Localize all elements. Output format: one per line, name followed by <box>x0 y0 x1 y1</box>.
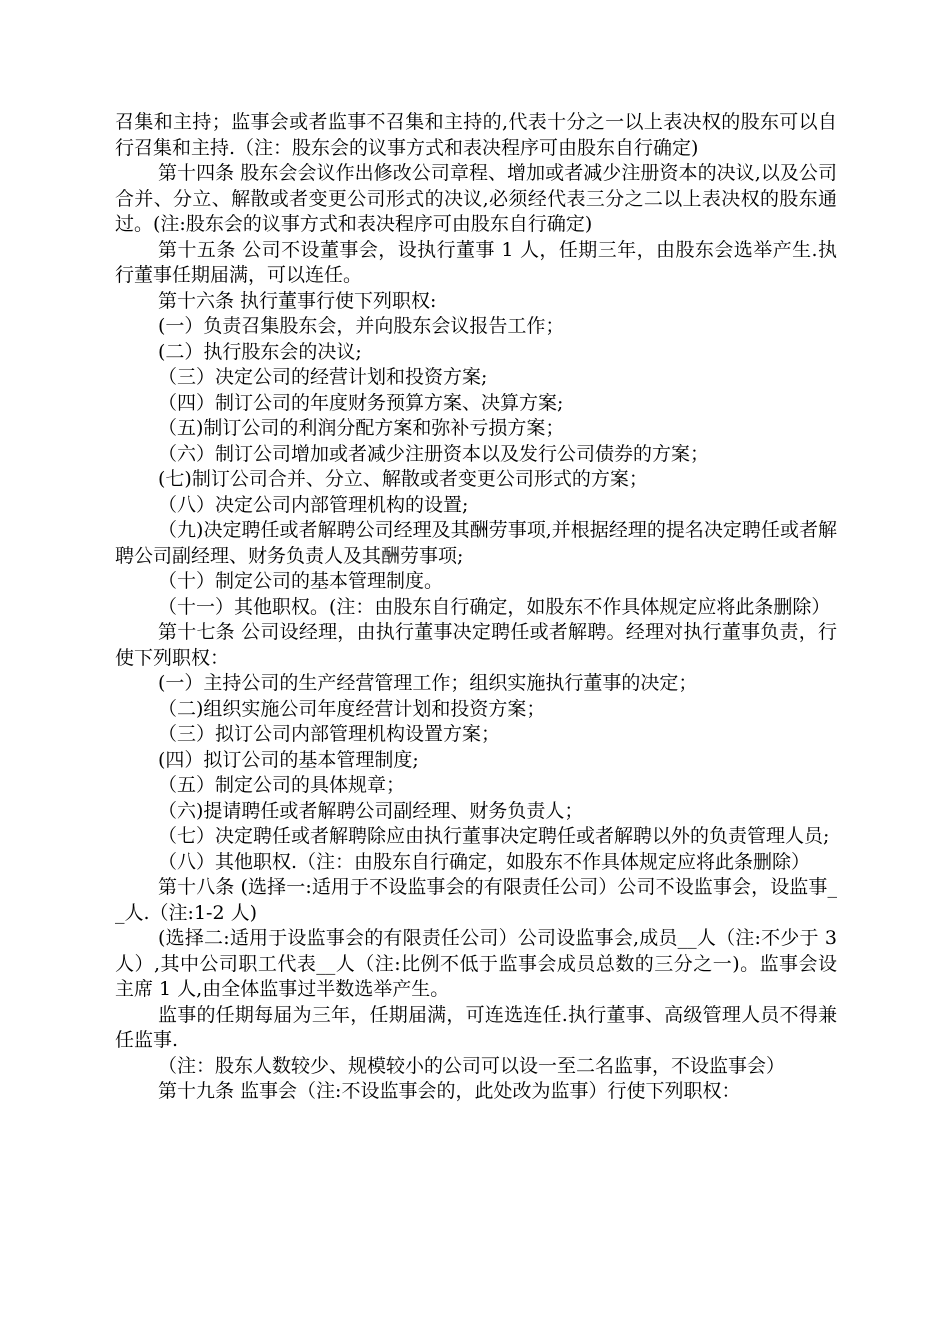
list-item: （三）决定公司的经营计划和投资方案; <box>158 366 488 388</box>
paragraph-article-14: 第十四条 股东会会议作出修改公司章程、增加或者减少注册资本的决议,以及公司合并、分立、解散或者变更公司形式的决议,必须经代表三分之二以上表决权的股东通过。(注:股东会的议事方式和表决程序可由股东自行确定) <box>115 162 837 235</box>
list-item: （六）制订公司增加或者减少注册资本以及发行公司债券的方案； <box>158 442 710 465</box>
list-item: （二)组织实施公司年度经营计划和投资方案； <box>158 697 546 720</box>
paragraph-1: 召集和主持；监事会或者监事不召集和主持的,代表十分之一以上表决权的股东可以自行召集和主持.（注：股东会的议事方式和表决程序可由股东自行确定) <box>115 111 837 159</box>
paragraph-article-18: 第十八条 (选择一:适用于不设监事会的有限责任公司）公司不设监事会，设监事__人.（注:1-2 人) <box>115 876 837 924</box>
paragraph-note: （注：股东人数较少、规模较小的公司可以设一至二名监事，不设监事会） <box>158 1054 786 1077</box>
list-item: （七）决定聘任或者解聘除应由执行董事决定聘任或者解聘以外的负责管理人员; <box>158 825 830 847</box>
list-item: (七)制订公司合并、分立、解散或者变更公司形式的方案； <box>158 468 648 490</box>
list-item: （八）其他职权.（注：由股东自行确定，如股东不作具体规定应将此条删除） <box>158 850 811 873</box>
list-item: （五）制定公司的具体规章； <box>158 774 406 796</box>
paragraph-article-15: 第十五条 公司不设董事会，设执行董事 1 人，任期三年，由股东会选举产生.执行董事任期届满，可以连任。 <box>115 238 837 286</box>
paragraph-article-16: 第十六条 执行董事行使下列职权: <box>158 289 437 312</box>
paragraph-article-19: 第十九条 监事会（注:不设监事会的，此处改为监事）行使下列职权： <box>158 1080 741 1102</box>
list-item: （十一）其他职权。(注：由股东自行确定，如股东不作具体规定应将此条删除） <box>158 595 831 618</box>
list-item: (二）执行股东会的决议; <box>158 340 362 363</box>
list-item: (一）负责召集股东会，并向股东会议报告工作； <box>158 315 565 337</box>
list-item: （四）制订公司的年度财务预算方案、决算方案; <box>158 391 564 414</box>
paragraph-option-2: (选择二:适用于设监事会的有限责任公司）公司设监事会,成员__人（注:不少于 3 人）,其中公司职工代表__人（注:比例不低于监事会成员总数的三分之一)。监事会设主席 1 人,由全体监事过半数选举产生。 <box>115 927 837 1000</box>
list-item: (四）拟订公司的基本管理制度; <box>158 748 419 771</box>
list-item: （三）拟订公司内部管理机构设置方案； <box>158 723 501 745</box>
list-item: （九)决定聘任或者解聘公司经理及其酬劳事项,并根据经理的提名决定聘任或者解聘公司副经理、财务负责人及其酬劳事项; <box>115 519 837 567</box>
list-item: （六)提请聘任或者解聘公司副经理、财务负责人； <box>158 799 584 822</box>
list-item: （十）制定公司的基本管理制度。 <box>158 570 444 592</box>
list-item: （五)制订公司的利润分配方案和弥补亏损方案； <box>158 417 565 439</box>
paragraph-article-17: 第十七条 公司设经理，由执行董事决定聘任或者解聘。经理对执行董事负责，行使下列职权： <box>115 621 837 669</box>
list-item: （八）决定公司内部管理机构的设置; <box>158 493 469 516</box>
list-item: (一）主持公司的生产经营管理工作；组织实施执行董事的决定； <box>158 672 698 694</box>
document-page <box>115 110 837 1105</box>
paragraph-supervisor-term: 监事的任期每届为三年，任期届满，可连选连任.执行董事、高级管理人员不得兼任监事. <box>115 1003 837 1051</box>
